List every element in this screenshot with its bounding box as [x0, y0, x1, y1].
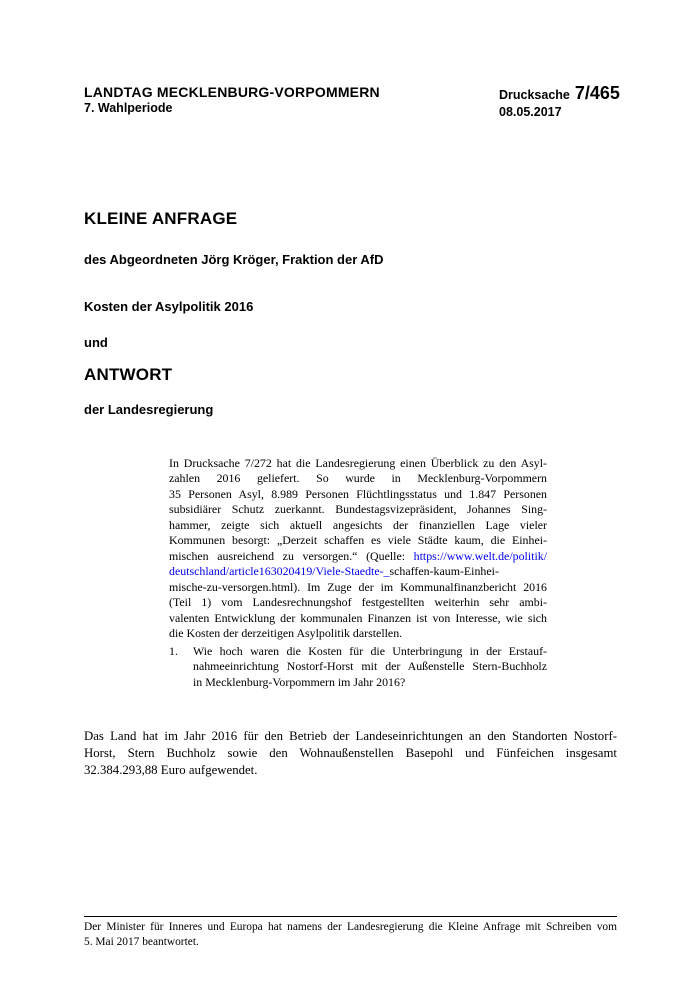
text-segment: valenten Entwicklung der kommunalen Finanzen ist von Interesse, wie sich — [169, 610, 547, 625]
text-line — [169, 518, 547, 533]
external-link[interactable]: deutschland/article163020419/Viele-Staedte- — [169, 564, 384, 579]
text-segment: Der Minister für Inneres und Europa hat namens der Landesregierung die Kleine Anfrage mit Schreiben vom — [84, 921, 617, 933]
text-line — [169, 580, 547, 595]
text-line — [84, 920, 617, 935]
document-number: 7/465 — [574, 83, 620, 103]
text-line — [169, 502, 547, 517]
text-line — [169, 549, 547, 564]
header-right — [499, 83, 623, 120]
text-line — [169, 595, 547, 610]
text-segment: subsidiärer Schutz zuerkannt. Bundestagsvizepräsident, Johannes Sing- — [169, 502, 547, 517]
header-left — [84, 84, 380, 116]
text-segment: In Drucksache 7/272 hat die Landesregierung einen Überblick zu den Asyl- — [169, 456, 547, 470]
text-line — [169, 456, 547, 471]
text-segment: nahmeeinrichtung Nostorf-Horst mit der Außenstelle Stern-Buchholz — [193, 659, 547, 674]
text-line — [84, 745, 617, 762]
text-segment: schaffen-kaum-Einhei- — [389, 564, 499, 579]
answer-heading: ANTWORT — [84, 365, 173, 384]
text-segment: (Teil 1) vom Landesrechnungshof festgestellten weiterhin sehr ambi- — [169, 595, 547, 610]
question-text — [193, 644, 547, 690]
connector-word: und — [84, 335, 108, 350]
text-line — [169, 564, 547, 579]
text-segment: mische-zu-versorgen.html). Im Zuge der im Kommunalfinanzbericht 2016 — [169, 579, 547, 594]
text-line — [169, 533, 547, 548]
legislative-term: 7. Wahlperiode — [84, 101, 173, 115]
text-segment: in Mecklenburg-Vorpommern im Jahr 2016? — [193, 674, 406, 689]
text-line — [193, 675, 547, 690]
question-number: 1. — [169, 644, 178, 658]
text-line — [169, 471, 547, 486]
text-segment: Wie hoch waren die Kosten für die Unterbringung in der Erstauf- — [193, 644, 547, 658]
text-line — [193, 644, 547, 659]
answer-author: der Landesregierung — [84, 402, 214, 417]
text-line — [84, 935, 617, 950]
text-segment: mischen ausreichend zu versorgen.“ (Quelle: — [169, 548, 414, 563]
text-line — [84, 762, 617, 779]
text-segment: Kommunen besorgt: „Derzeit schaffen es viele Städte kaum, die Einhei- — [169, 533, 547, 548]
text-segment: die Kosten der derzeitigen Asylpolitik darstellen. — [169, 625, 403, 640]
text-line — [193, 659, 547, 674]
text-segment: Das Land hat im Jahr 2016 für den Betrieb der Landeseinrichtungen an den Standorten Nostorf- — [84, 729, 617, 743]
institution-name: LANDTAG MECKLENBURG-VORPOMMERN — [84, 84, 380, 100]
request-author: des Abgeordneten Jörg Kröger, Fraktion der AfD — [84, 252, 384, 267]
answer-paragraph — [84, 728, 617, 779]
external-link[interactable]: _ — [383, 564, 390, 579]
request-heading: KLEINE ANFRAGE — [84, 209, 238, 228]
intro-paragraph — [169, 456, 547, 641]
document-date: 08.05.2017 — [499, 105, 562, 119]
question-item — [169, 644, 547, 690]
text-line — [84, 728, 617, 745]
text-segment: hammer, zeigte sich aktuell angesichts der finanziellen Lage vieler — [169, 517, 547, 532]
text-segment: Horst, Stern Buchholz sowie den Wohnaußenstellen Basepohl und Fünfeichen insgesamt — [84, 745, 617, 760]
request-subject: Kosten der Asylpolitik 2016 — [84, 299, 254, 314]
text-line — [169, 611, 547, 626]
text-line — [169, 487, 547, 502]
document-type-label: Drucksache — [499, 88, 570, 102]
document-number-line — [499, 83, 623, 104]
text-segment: zahlen 2016 geliefert. So wurde in Mecklenburg-Vorpommern — [169, 471, 547, 486]
text-segment: 5. Mai 2017 beantwortet. — [84, 935, 199, 948]
external-link[interactable]: https://www.welt.de/politik/ — [413, 548, 547, 563]
text-line — [169, 626, 547, 641]
footer-note — [84, 916, 617, 949]
text-segment: 35 Personen Asyl, 8.989 Personen Flüchtlingsstatus und 1.847 Personen — [169, 486, 547, 501]
text-segment: 32.384.293,88 Euro aufgewendet. — [84, 762, 258, 777]
